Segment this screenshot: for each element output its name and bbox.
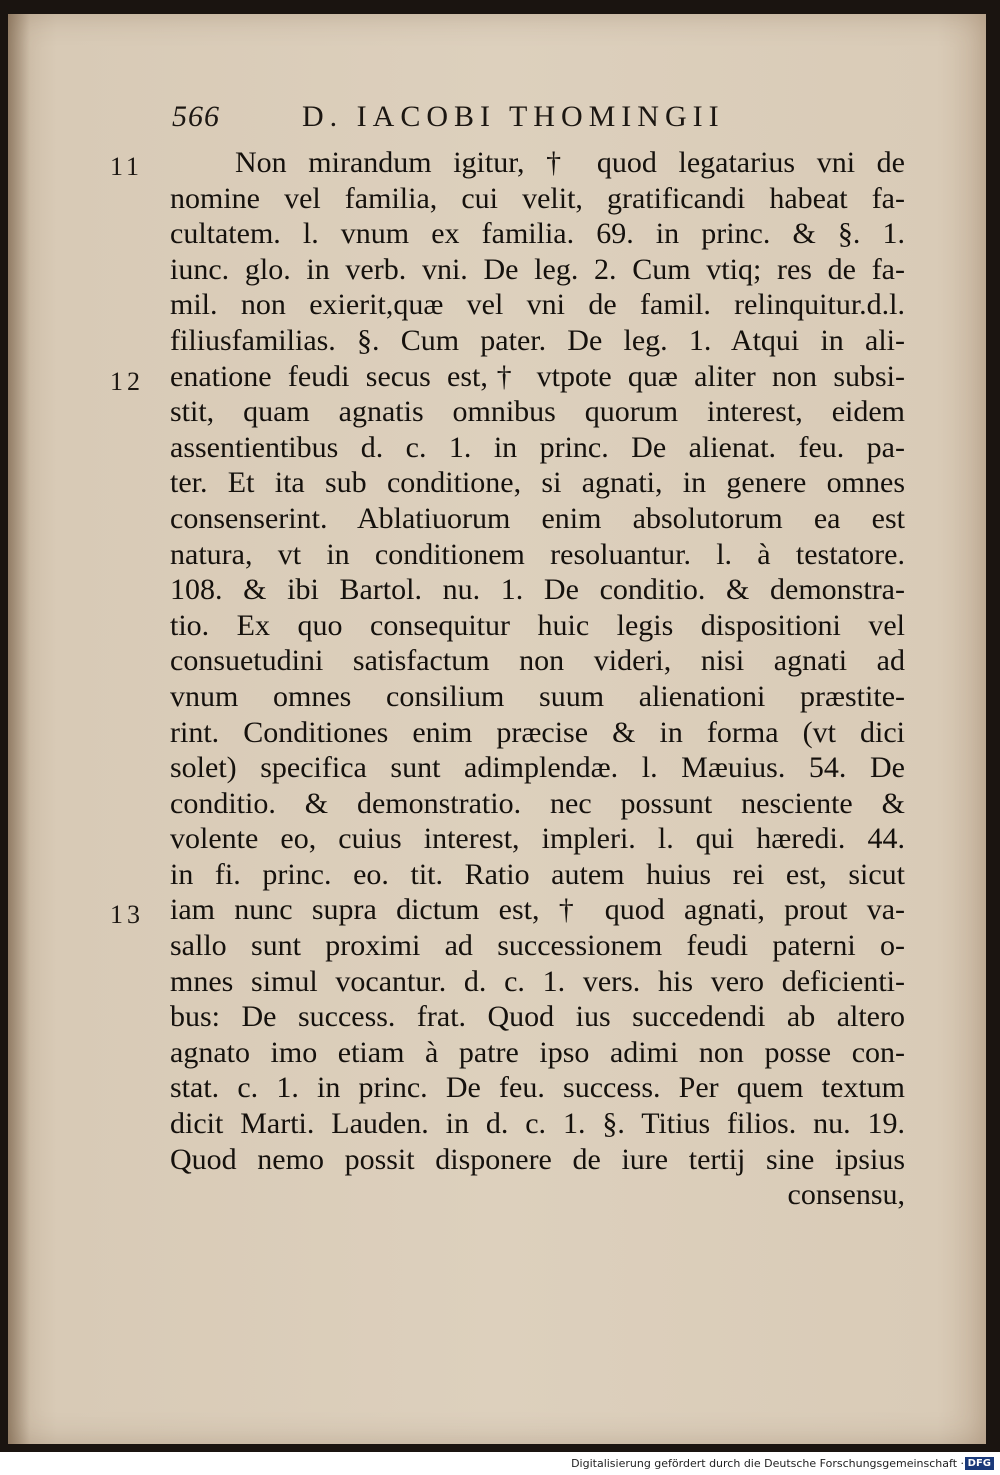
text-line: assentientibus d. c. 1. in princ. De alienat. feu. pa-: [170, 430, 905, 464]
page-header: [172, 100, 907, 140]
text-line: cultatem. l. vnum ex familia. 69. in princ. & §. 1.: [170, 217, 905, 251]
text-line: agnato imo etiam à patre ipso adimi non posse con-: [170, 1035, 905, 1069]
text-line: solet) specifica sunt adimplendæ. l. Mæuius. 54. De: [170, 751, 905, 785]
margin-number: 13: [110, 900, 144, 929]
dfg-logo-icon: DFG: [965, 1457, 994, 1470]
text-line: ter. Et ita sub conditione, si agnati, in genere omnes: [170, 466, 905, 500]
text-line: bus: De success. frat. Quod ius succedendi ab altero: [170, 1000, 905, 1034]
running-head: D. IACOBI THOMINGII: [302, 100, 725, 133]
text-line: stat. c. 1. in princ. De feu. success. Per quem textum: [170, 1071, 905, 1105]
footer-credit: Digitalisierung gefördert durch die Deutsche Forschungsgemeinschaft ·: [571, 1457, 964, 1470]
text-line: iunc. glo. in verb. vni. De leg. 2. Cum vtiq; res de fa-: [170, 252, 905, 286]
text-line: tio. Ex quo consequitur huic legis dispositioni vel: [170, 608, 905, 642]
text-line: sallo sunt proximi ad successionem feudi paterni o-: [170, 929, 905, 963]
text-line: conditio. & demonstratio. nec possunt nesciente &: [170, 786, 905, 820]
text-line: nomine vel familia, cui velit, gratificandi habeat fa-: [170, 181, 905, 215]
text-line: Quod nemo possit disponere de iure tertij sine ipsius: [170, 1142, 905, 1176]
catchword: consensu,: [787, 1178, 905, 1212]
text-line: consuetudini satisfactum non videri, nisi agnati ad: [170, 644, 905, 678]
text-line: dicit Marti. Lauden. in d. c. 1. §. Titius filios. nu. 19.: [170, 1107, 905, 1141]
text-line: iam nunc supra dictum est, † quod agnati, prout va-: [170, 893, 905, 927]
margin-number: 11: [110, 152, 144, 181]
page-gutter-shadow: [8, 14, 30, 1444]
text-line: volente eo, cuius interest, impleri. l. qui hæredi. 44.: [170, 822, 905, 856]
text-line: filiusfamilias. §. Cum pater. De leg. 1. Atqui in ali-: [170, 323, 905, 357]
text-line: vnum omnes consilium suum alienationi præstite-: [170, 679, 905, 713]
text-line: 108. & ibi Bartol. nu. 1. De conditio. & demonstra-: [170, 573, 905, 607]
body-text: [170, 145, 905, 1213]
margin-number: 12: [110, 367, 144, 396]
text-line: natura, vt in conditionem resoluantur. l. à testatore.: [170, 537, 905, 571]
page-number: 566: [172, 100, 220, 133]
text-line: enatione feudi secus est,† vtpote quæ aliter non subsi-: [170, 359, 905, 393]
text-line: mil. non exierit,quæ vel vni de famil. relinquitur.d.l.: [170, 288, 905, 322]
text-line: in fi. princ. eo. tit. Ratio autem huius rei est, sicut: [170, 857, 905, 891]
text-line: mnes simul vocantur. d. c. 1. vers. his vero deficienti-: [170, 964, 905, 998]
text-line: stit, quam agnatis omnibus quorum interest, eidem: [170, 395, 905, 429]
text-line: rint. Conditiones enim præcise & in forma (vt dici: [170, 715, 905, 749]
text-line: consenserint. Ablatiuorum enim absolutorum ea est: [170, 501, 905, 535]
text-line: Non mirandum igitur, † quod legatarius vni de: [235, 146, 905, 179]
